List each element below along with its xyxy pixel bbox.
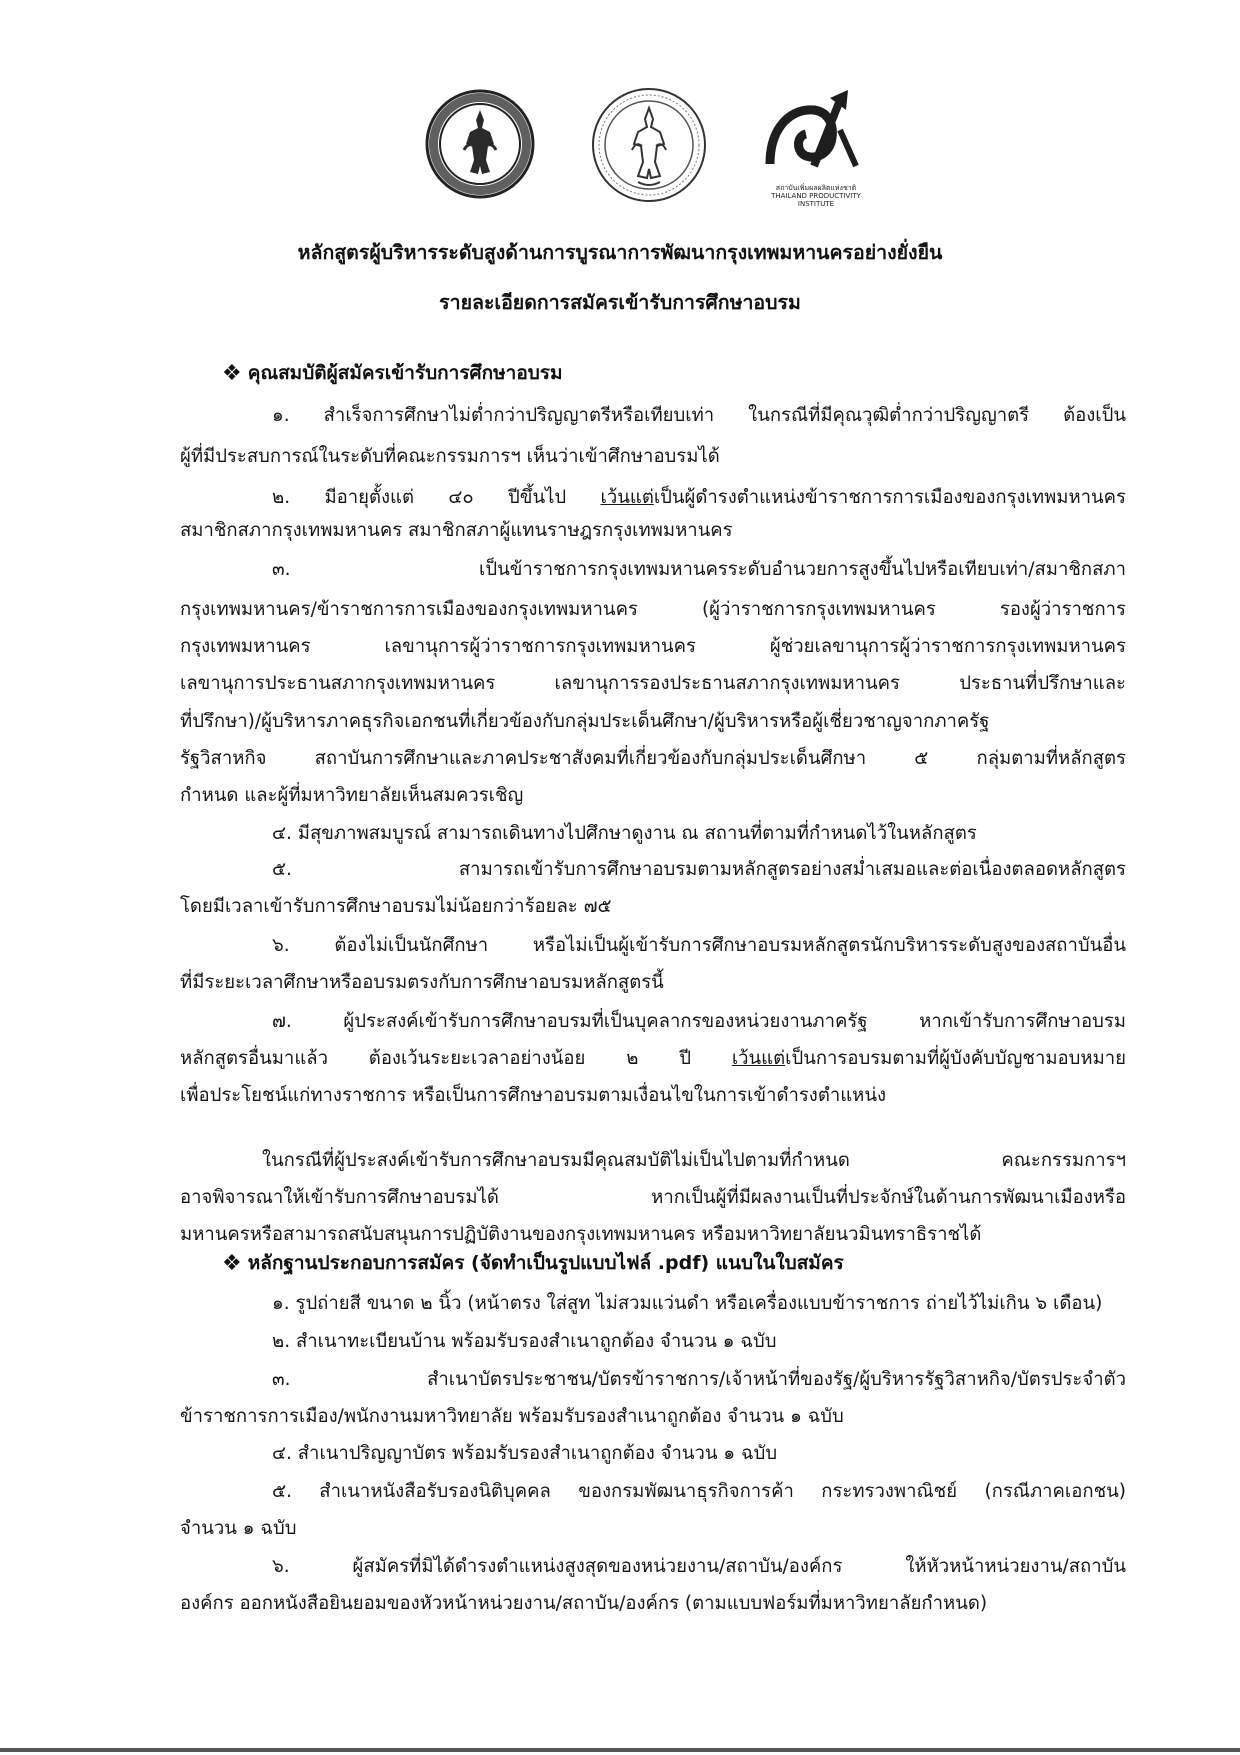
course-title: หลักสูตรผู้บริหารระดับสูงด้านการบูรณาการพัฒนากรุงเทพมหานครอย่างยั่งยืน (297, 241, 943, 264)
qualification-1-line2: ผู้ที่มีประสบการณ์ในระดับที่คณะกรรมการฯ เห็นว่าเข้าศึกษาอบรมได้ (180, 446, 720, 467)
qualification-5-line1: ๕. สามารถเข้ารับการศึกษาอบรมตามหลักสูตรอย่างสม่ำเสมอและต่อเนื่องตลอดหลักสูตร (272, 859, 1126, 880)
qualification-7-text-b: เป็นการอบรมตามที่ผู้บังคับบัญชามอบหมาย (785, 1048, 1126, 1069)
qualification-3-line2: กรุงเทพมหานคร/ข้าราชการการเมืองของกรุงเทพมหานคร (ผู้ว่าราชการกรุงเทพมหานคร รองผู้ว่าราชการ (180, 599, 1126, 620)
section1-heading-text: คุณสมบัติผู้สมัครเข้ารับการศึกษาอบรม (247, 362, 563, 384)
document-5-line1: ๕. สำเนาหนังสือรับรองนิติบุคคล ของกรมพัฒนาธุรกิจการค้า กระทรวงพาณิชย์ (กรณีภาคเอกชน) (272, 1481, 1126, 1502)
qualification-6-line2: ที่มีระยะเวลาศึกษาหรืออบรมตรงกับการศึกษาอบรมหลักสูตรนี้ (180, 972, 664, 993)
qualification-3-line6: รัฐวิสาหกิจ สถาบันการศึกษาและภาคประชาสังคมที่เกี่ยวข้องกับกลุ่มประเด็นศึกษา ๕ กลุ่มตามที่หลักสูตร (180, 748, 1126, 769)
document-2-line1: ๒. สำเนาทะเบียนบ้าน พร้อมรับรองสำเนาถูกต้อง จำนวน ๑ ฉบับ (272, 1331, 777, 1352)
qualification-3-line5: ที่ปรึกษา)/ผู้บริหารภาคธุรกิจเอกชนที่เกี่ยวข้องกับกลุ่มประเด็นศึกษา/ผู้บริหารหรือผู้เชี่ยวชาญจากภาครัฐ (180, 711, 990, 732)
tpi-thai-name: สถาบันเพิ่มผลผลิตแห่งชาติ (775, 184, 857, 192)
navamindradhiraj-alumni-seal-logo (424, 88, 536, 200)
bangkok-metropolitan-seal-logo (590, 86, 708, 204)
qualification-2-text-b: เป็นผู้ดำรงตำแหน่งข้าราชการการเมืองของกรุงเทพมหานคร (653, 487, 1126, 508)
section1-heading (222, 359, 563, 387)
qualification-7-line3: เพื่อประโยชน์แก่ทางราชการ หรือเป็นการศึกษาอบรมตามเงื่อนไขในการเข้าดำรงตำแหน่ง (180, 1085, 887, 1106)
qualification-2-exception: เว้นแต่ (600, 487, 654, 508)
diamond-bullet-icon: ❖ (222, 1251, 242, 1276)
qualification-7-line2 (180, 1045, 1126, 1073)
document-3-line1: ๓. สำเนาบัตรประชาชน/บัตรข้าราชการ/เจ้าหน้าที่ของรัฐ/ผู้บริหารรัฐวิสาหกิจ/บัตรประจำตัว (272, 1369, 1126, 1390)
qualification-1-line1: ๑. สำเร็จการศึกษาไม่ต่ำกว่าปริญญาตรีหรือเทียบเท่า ในกรณีที่มีคุณวุฒิต่ำกว่าปริญญาตรี ต้องเป็น (272, 405, 1126, 426)
qualification-3-line7: กำหนด และผู้ที่มหาวิทยาลัยเห็นสมควรเชิญ (180, 785, 524, 806)
document-6-line2: องค์กร ออกหนังสือยินยอมของหัวหน้าหน่วยงาน/สถาบัน/องค์กร (ตามแบบฟอร์มที่มหาวิทยาลัยกำหนด) (180, 1593, 988, 1614)
qualification-6-line1: ๖. ต้องไม่เป็นนักศึกษา หรือไม่เป็นผู้เข้ารับการศึกษาอบรมหลักสูตรนักบริหารระดับสูงของสถาบันอื่น (272, 935, 1126, 956)
logo-row (0, 86, 1240, 206)
qualification-3-line1: ๓. เป็นข้าราชการกรุงเทพมหานครระดับอำนวยการสูงขึ้นไปหรือเทียบเท่า/สมาชิกสภา (272, 559, 1126, 580)
qualification-2-text-a: ๒. มีอายุตั้งแต่ ๔๐ ปีขึ้นไป (272, 487, 601, 508)
qualification-3-line3: กรุงเทพมหานคร เลขานุการผู้ว่าราชการกรุงเทพมหานคร ผู้ช่วยเลขานุการผู้ว่าราชการกรุงเทพมหานคร (180, 636, 1126, 657)
qualification-7-line1: ๗. ผู้ประสงค์เข้ารับการศึกษาอบรมที่เป็นบุคลากรของหน่วยงานภาครัฐ หากเข้ารับการศึกษาอบรม (272, 1011, 1126, 1032)
document-4-line1: ๔. สำเนาปริญญาบัตร พร้อมรับรองสำเนาถูกต้อง จำนวน ๑ ฉบับ (272, 1443, 778, 1464)
qualification-2-line2: สมาชิกสภากรุงเทพมหานคร สมาชิกสภาผู้แทนราษฎรกรุงเทพมหานคร (180, 520, 733, 541)
exception-note-line2: อาจพิจารณาให้เข้ารับการศึกษาอบรมได้ หากเป็นผู้ที่มีผลงานเป็นที่ประจักษ์ในด้านการพัฒนาเมืองหรือ (180, 1187, 1126, 1208)
application-details-title: รายละเอียดการสมัครเข้ารับการศึกษาอบรม (439, 291, 801, 314)
section2-heading-text: หลักฐานประกอบการสมัคร (จัดทำเป็นรูปแบบไฟล์ .pdf) แนบในใบสมัคร (247, 1252, 844, 1274)
section2-heading (222, 1249, 844, 1277)
qualification-2-line1 (272, 484, 1126, 512)
scan-bottom-edge (0, 1748, 1240, 1752)
qualification-7-text-a: หลักสูตรอื่นมาแล้ว ต้องเว้นระยะเวลาอย่างน้อย ๒ ปี (180, 1048, 732, 1069)
thailand-productivity-institute-logo (756, 86, 876, 208)
document-1-line1: ๑. รูปถ่ายสี ขนาด ๒ นิ้ว (หน้าตรง ใส่สูท ไม่สวมแว่นดำ หรือเครื่องแบบข้าราชการ ถ่ายไว้ไม่เกิน ๖ เดือน) (272, 1293, 1103, 1314)
qualification-5-line2: โดยมีเวลาเข้ารับการศึกษาอบรมไม่น้อยกว่าร้อยละ ๗๕ (180, 896, 612, 917)
exception-note-line3: มหานครหรือสามารถสนับสนุนการปฏิบัติงานของกรุงเทพมหานคร หรือมหาวิทยาลัยนวมินทราธิราชได้ (180, 1224, 982, 1245)
exception-note-line1: ในกรณีที่ผู้ประสงค์เข้ารับการศึกษาอบรมมีคุณสมบัติไม่เป็นไปตามที่กำหนด คณะกรรมการฯ (262, 1150, 1126, 1171)
document-6-line1: ๖. ผู้สมัครที่มิได้ดำรงตำแหน่งสูงสุดของหน่วยงาน/สถาบัน/องค์กร ให้หัวหน้าหน่วยงาน/สถาบัน (272, 1556, 1126, 1577)
qualification-3-line4: เลขานุการประธานสภากรุงเทพมหานคร เลขานุการรองประธานสภากรุงเทพมหานคร ประธานที่ปรึกษาและ (180, 673, 1126, 694)
diamond-bullet-icon: ❖ (222, 361, 242, 386)
qualification-4-line1: ๔. มีสุขภาพสมบูรณ์ สามารถเดินทางไปศึกษาดูงาน ณ สถานที่ตามที่กำหนดไว้ในหลักสูตร (272, 823, 977, 844)
document-5-line2: จำนวน ๑ ฉบับ (180, 1518, 297, 1539)
tpi-english-name: THAILAND PRODUCTIVITY INSTITUTE (771, 192, 861, 208)
document-3-line2: ข้าราชการการเมือง/พนักงานมหาวิทยาลัย พร้อมรับรองสำเนาถูกต้อง จำนวน ๑ ฉบับ (180, 1406, 844, 1427)
qualification-7-exception: เว้นแต่ (731, 1048, 786, 1069)
